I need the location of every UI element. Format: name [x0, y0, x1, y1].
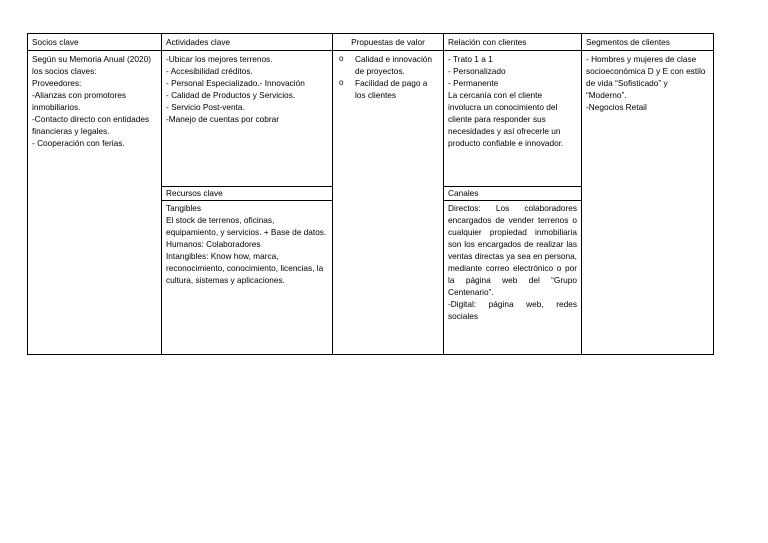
- cell-canales: [444, 187, 582, 355]
- cell-segmentos-de-clientes: [582, 51, 714, 355]
- recursos-line: Humanos: Colaboradores: [166, 239, 261, 249]
- cell-actividades-clave: [162, 51, 333, 187]
- actividades-line: -Manejo de cuentas por cobrar: [166, 114, 279, 124]
- actividades-line: - Servicio Post-venta.: [166, 102, 245, 112]
- canales-title: Canales: [444, 187, 581, 201]
- recursos-title: Recursos clave: [162, 187, 332, 201]
- socios-line: -Contacto directo con entidades financieras y legales.: [32, 114, 150, 136]
- recursos-line: El stock de terrenos, oficinas, equipamiento, y servicios. + Base de datos.: [166, 215, 327, 237]
- header-propuestas-de-valor: Propuestas de valor: [333, 34, 444, 51]
- canales-line: Directos: Los colaboradores encargados de vender terrenos o cualquier propiedad inmobiliaria son los encargados de realizar las ventas directas ya sea en persona, mediante correo electrónico o por la página web del “Grupo Centenario”.: [448, 203, 577, 297]
- relacion-line: - Trato 1 a 1: [448, 54, 493, 64]
- canales-line: -Digital: página web, redes sociales: [448, 299, 577, 321]
- propuestas-list: [337, 53, 439, 101]
- propuesta-item: o Calidad e innovación de proyectos.: [337, 53, 439, 77]
- business-model-canvas-table: [27, 33, 714, 355]
- segmentos-line: - Hombres y mujeres de clase socioeconómica D y E con estilo de vida “Sofisticado” y “Moderno”.: [586, 54, 706, 100]
- socios-line: -Alianzas con promotores inmobiliarios.: [32, 90, 127, 112]
- cell-socios-clave: [28, 51, 162, 355]
- propuesta-item: o Facilidad de pago a los clientes: [337, 77, 439, 101]
- relacion-line: - Personalizado: [448, 66, 506, 76]
- socios-line: - Cooperación con ferias.: [32, 138, 125, 148]
- cell-recursos-clave: [162, 187, 333, 355]
- recursos-line: Tangibles: [166, 203, 202, 213]
- actividades-line: - Accesibilidad créditos.: [166, 66, 253, 76]
- recursos-line: Intangibles: Know how, marca, reconocimiento, conocimiento, licencias, la cultura, sistemas y aplicaciones.: [166, 251, 324, 285]
- header-relacion-con-clientes: Relación con clientes: [444, 34, 582, 51]
- actividades-line: - Personal Especializado.- Innovación: [166, 78, 305, 88]
- header-segmentos-de-clientes: Segmentos de clientes: [582, 34, 714, 51]
- actividades-line: -Ubicar los mejores terrenos.: [166, 54, 273, 64]
- cell-relacion-con-clientes: [444, 51, 582, 187]
- header-socios-clave: Socios clave: [28, 34, 162, 51]
- segmentos-line: -Negocios Retail: [586, 102, 647, 112]
- cell-propuestas-de-valor: [333, 51, 444, 355]
- header-row: [28, 34, 714, 51]
- header-actividades-clave: Actividades clave: [162, 34, 333, 51]
- socios-line: Según su Memoria Anual (2020) los socios claves:: [32, 54, 151, 76]
- socios-line: Proveedores:: [32, 78, 82, 88]
- relacion-line: La cercanía con el cliente involucra un conocimiento del cliente para responder sus necesidades y así ofrecerle un producto confiable e innovador.: [448, 90, 564, 148]
- body-row-top: [28, 51, 714, 187]
- relacion-line: - Permanente: [448, 78, 499, 88]
- actividades-line: - Calidad de Productos y Servicios.: [166, 90, 296, 100]
